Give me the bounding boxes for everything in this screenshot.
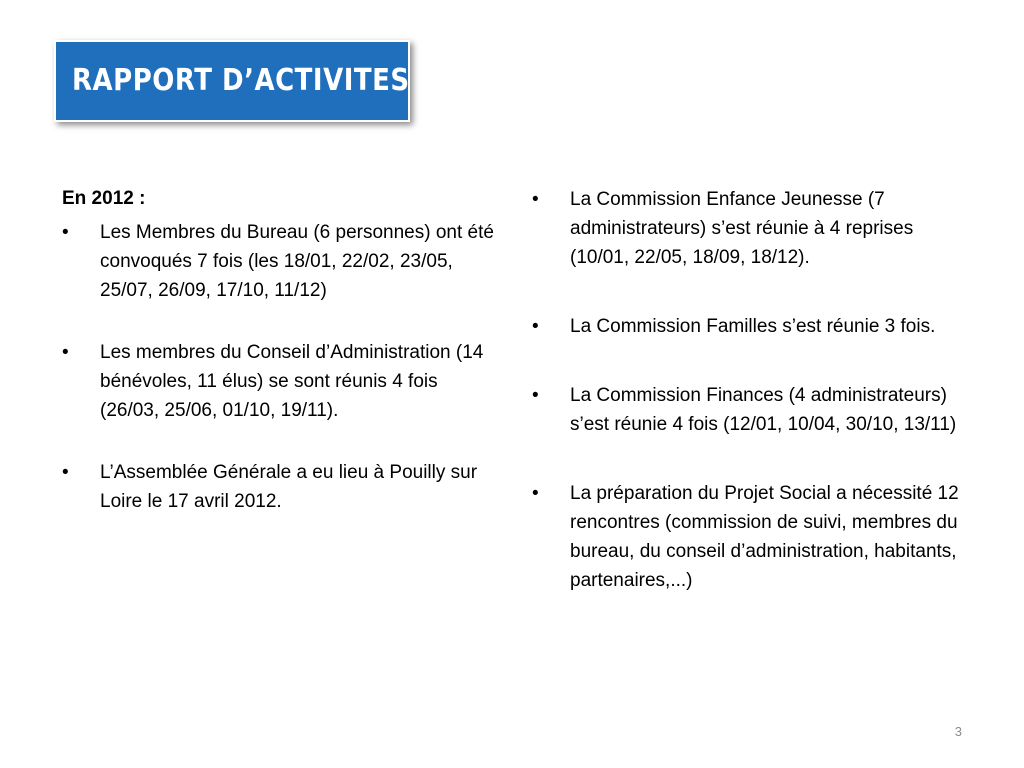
bullet-icon: • bbox=[62, 462, 69, 483]
left-bullet-list bbox=[62, 218, 502, 516]
page-number: 3 bbox=[954, 724, 962, 739]
list-item bbox=[532, 185, 972, 272]
year-heading: En 2012 : bbox=[62, 188, 146, 209]
list-item bbox=[62, 218, 502, 305]
list-item-text: La préparation du Projet Social a nécessité 12 rencontres (commission de suivi, membres du bureau, du conseil d’administration, habitants, partenaires,...) bbox=[570, 483, 959, 591]
bullet-icon: • bbox=[62, 342, 69, 363]
list-item-text: Les Membres du Bureau (6 personnes) ont été convoqués 7 fois (les 18/01, 22/02, 23/05, 25/07, 26/09, 17/10, 11/12) bbox=[100, 222, 494, 301]
list-item-text: La Commission Finances (4 administrateurs) s’est réunie 4 fois (12/01, 10/04, 30/10, 13/11) bbox=[570, 385, 957, 435]
bullet-icon: • bbox=[62, 222, 69, 243]
bullet-icon: • bbox=[532, 316, 539, 337]
title-banner bbox=[54, 40, 410, 122]
slide-title: RAPPORT D’ACTIVITES bbox=[72, 63, 410, 99]
list-item bbox=[62, 338, 502, 425]
list-item bbox=[532, 479, 972, 595]
list-item bbox=[532, 312, 972, 341]
list-item-text: La Commission Enfance Jeunesse (7 administrateurs) s’est réunie à 4 reprises (10/01, 22/05, 18/09, 18/12). bbox=[570, 189, 914, 268]
list-item-text: L’Assemblée Générale a eu lieu à Pouilly sur Loire le 17 avril 2012. bbox=[100, 462, 478, 512]
list-item bbox=[62, 458, 502, 516]
left-column bbox=[62, 184, 502, 516]
right-column bbox=[532, 185, 972, 595]
list-item bbox=[532, 381, 972, 439]
list-item-text: Les membres du Conseil d’Administration (14 bénévoles, 11 élus) se sont réunis 4 fois (26/03, 25/06, 01/10, 19/11). bbox=[100, 342, 484, 421]
bullet-icon: • bbox=[532, 189, 539, 210]
bullet-icon: • bbox=[532, 385, 539, 406]
right-bullet-list bbox=[532, 185, 972, 595]
list-item-text: La Commission Familles s’est réunie 3 fois. bbox=[570, 316, 936, 337]
bullet-icon: • bbox=[532, 483, 539, 504]
